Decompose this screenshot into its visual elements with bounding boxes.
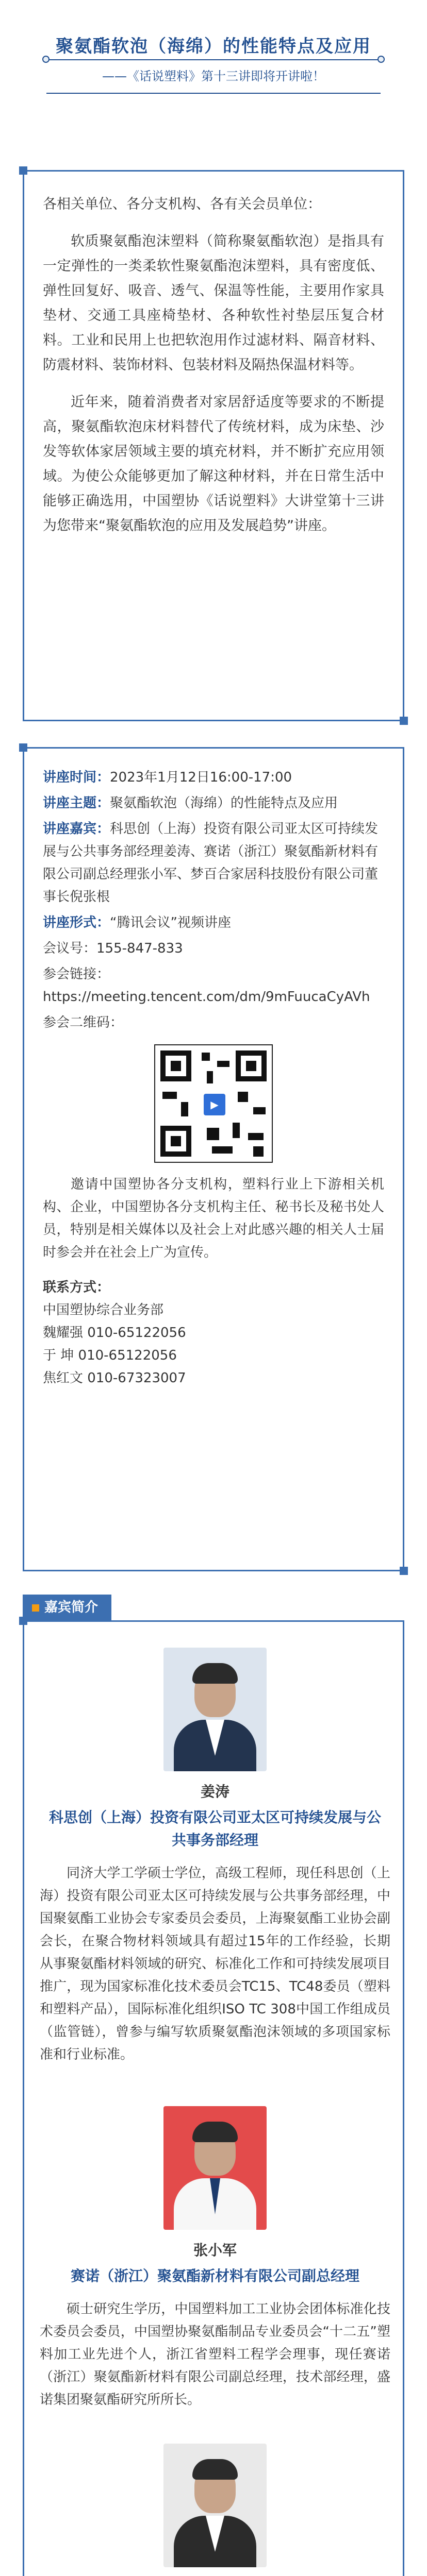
guest-photo-2: [163, 2106, 267, 2230]
guest-photo-1: [163, 1648, 267, 1771]
intro-paragraph-2: 近年来，随着消费者对家居舒适度等要求的不断提高，聚氨酯软泡床材料替代了传统材料，成为床垫、沙发等软体家居领域主要的填充材料，并不断扩充应用领域。为使公众能够更加了解这种材料，并在日常生活中能够正确选用，中国塑协《话说塑料》大讲堂第十三讲为您带来“聚氨酯软泡的应用及发展趋势”讲座。: [43, 394, 384, 534]
guest-title: 赛诺（浙江）聚氨酯新材料有限公司副总经理: [70, 2267, 359, 2284]
meeting-logo-icon: ▶: [202, 1092, 227, 1117]
event-info-card: [23, 747, 404, 1571]
topic-row: 讲座主题：聚氨酯软泡（海绵）的性能特点及应用: [43, 795, 338, 811]
greeting: 各相关单位、各分支机构、各有关会员单位：: [43, 196, 321, 212]
header-rule-bottom: [46, 93, 381, 94]
contact-1: 魏耀强 010-65122056: [43, 1325, 186, 1341]
intro-card: [23, 170, 404, 721]
guest-bio: 同济大学工学硕士学位，高级工程师，现任科思创（上海）投资有限公司亚太区可持续发展与公共事务部经理，中国聚氨酯工业协会专家委员会委员，上海聚氨酯工业协会副会长，在聚合物材料领域具有超过15年的工作经验，长期从事聚氨酯材料领域的研究、标准化工作和可持续发展项目推广，现为国家标准化技术委员会TC15、TC48委员（塑料和塑料产品），国际标准化组织ISO TC 308中国工作组成员（监管链），曾参与编写软质聚氨酯泡沫领域的多项国家标准和行业标准。: [40, 1866, 390, 2062]
guest-name: 姜涛: [200, 1783, 229, 1800]
meeting-id-row: 会议号：155-847-833: [43, 941, 183, 956]
page-title: 聚氨酯软泡（海绵）的性能特点及应用: [56, 36, 371, 57]
invitation-text: 邀请中国塑协各分支机构，塑料行业上下游相关机构、企业，中国塑协各分支机构主任、秘书长及秘书处人员，特别是相关媒体以及社会上对此感兴趣的相关人士届时参会并在社会上广为宣传。: [43, 1177, 384, 1260]
square-icon: [32, 1604, 39, 1612]
contact-2: 于 坤 010-65122056: [43, 1348, 177, 1363]
guest-1: [24, 1648, 406, 2066]
contact-title: 联系方式：: [43, 1280, 110, 1295]
guest-bio: 硕士研究生学历，中国塑料加工工业协会团体标准化技术委员会委员，中国塑协聚氨酯制品专业委员会“十二五”塑料加工业先进个人，浙江省塑料工程学会理事，现任赛诺（浙江）聚氨酯新材料有限公司副总经理，技术部经理，盛诺集团聚氨酯研究所所长。: [40, 2301, 390, 2408]
page-subtitle: ——《话说塑料》第十三讲即将开讲啦！: [102, 69, 325, 83]
platform-row: 讲座形式：“腾讯会议”视频讲座: [43, 915, 231, 930]
guest-photo-3: [163, 2444, 267, 2567]
guest-title: 科思创（上海）投资有限公司亚太区可持续发展与公共事务部经理: [48, 1809, 381, 1849]
meeting-id: 155-847-833: [96, 941, 183, 956]
guest-3: [24, 2444, 406, 2576]
speaker-row: 讲座嘉宾：科思创（上海）投资有限公司亚太区可持续发展与公共事务部经理姜涛、赛诺（浙江）聚氨酯新材料有限公司副总经理张小军、梦百合家居科技股份有限公司董事长倪张根: [43, 821, 379, 905]
time-row: 讲座时间：2023年1月12日16:00-17:00: [43, 770, 292, 785]
header: [0, 0, 427, 155]
guests-section-tab: 嘉宾简介: [23, 1595, 111, 1620]
qr-code-icon[interactable]: [154, 1044, 273, 1163]
intro-paragraph-1: 软质聚氨酯泡沫塑料（简称聚氨酯软泡）是指具有一定弹性的一类柔软性聚氨酯泡沫塑料，具有密度低、弹性回复好、吸音、透气、保温等性能，主要用作家具垫材、交通工具座椅垫材、各种软性衬垫层压复合材料。工业和民用上也把软泡用作过滤材料、隔音材料、防震材料、装饰材料、包装材料及隔热保温材料等。: [43, 233, 384, 373]
contact-org: 中国塑协综合业务部: [43, 1302, 164, 1318]
meeting-link[interactable]: https://meeting.tencent.com/dm/9mFuucaCyAVh: [43, 989, 370, 1005]
contact-3: 焦红文 010-67323007: [43, 1370, 186, 1386]
guests-card: [23, 1620, 404, 2576]
link-label: 参会链接：: [43, 967, 110, 982]
header-rule-top: [46, 59, 381, 60]
guest-name: 张小军: [193, 2242, 237, 2259]
guest-2: [24, 2106, 406, 2411]
qr-label: 参会二维码：: [43, 1015, 124, 1030]
